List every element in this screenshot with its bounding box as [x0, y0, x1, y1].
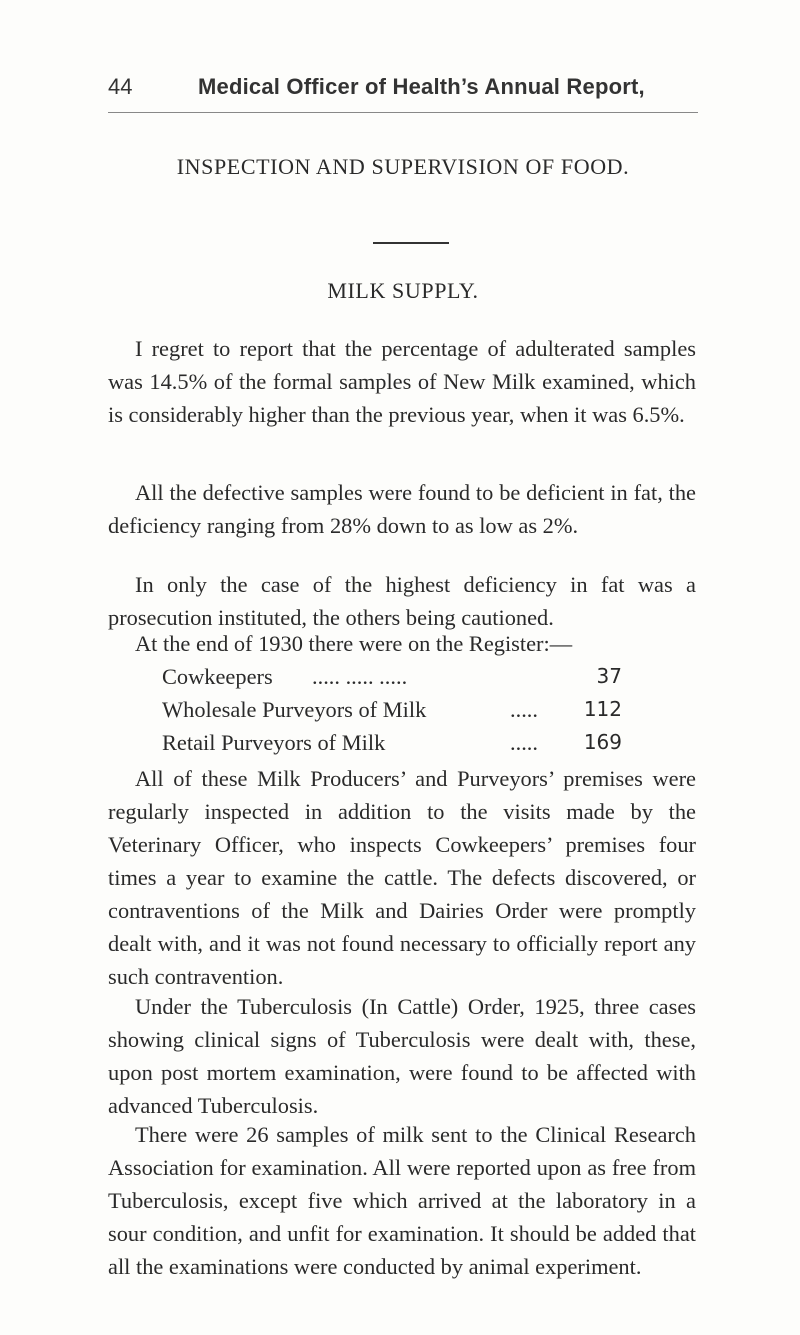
- page-number: 44: [108, 74, 133, 99]
- paragraph-tuberculosis-order: Under the Tuberculosis (In Cattle) Order, 1925, three cases showing clinical signs of Tuberculosis were dealt with, these, upon post mortem examination, were found to be affected with advanced Tuberculosis.: [108, 994, 696, 1118]
- register-list: [162, 660, 622, 759]
- paragraph-prosecution: In only the case of the highest deficiency in fat was a prosecution instituted, the others being cautioned.: [108, 572, 696, 630]
- header-rule: [108, 112, 698, 113]
- register-leader-dots: ..... ..... .....: [312, 664, 408, 689]
- section-divider: [373, 242, 449, 244]
- register-leader-dots: .....: [510, 730, 538, 755]
- register-value: 37: [596, 664, 622, 688]
- paragraph-adulterated-samples: I regret to report that the percentage of adulterated samples was 14.5% of the formal samples of New Milk examined, which is considerably higher than the previous year, when it was 6.5%.: [108, 336, 696, 427]
- register-label: Wholesale Purveyors of Milk: [162, 697, 427, 722]
- register-row-cowkeepers: [162, 660, 622, 693]
- subsection-title: MILK SUPPLY.: [327, 278, 479, 303]
- section-title: INSPECTION AND SUPERVISION OF FOOD.: [176, 154, 630, 179]
- register-value: 112: [583, 697, 622, 721]
- register-value: 169: [583, 730, 622, 754]
- running-header: [108, 74, 698, 104]
- paragraph-clinical-research: There were 26 samples of milk sent to the Clinical Research Association for examination. All were reported upon as free from Tuberculosis, except five which arrived at the laboratory in a sour condition, and unfit for examination. It should be added that all the examinations were conducted by animal experiment.: [108, 1122, 696, 1279]
- register-label: Retail Purveyors of Milk: [162, 730, 386, 755]
- register-leader-dots: .....: [510, 697, 538, 722]
- register-label: Cowkeepers: [162, 664, 273, 689]
- register-row-retail: [162, 726, 622, 759]
- paragraph-inspections: All of these Milk Producers’ and Purveyors’ premises were regularly inspected in addition to the visits made by the Veterinary Officer, who inspects Cowkeepers’ premises four times a year to examine the cattle. The defects discovered, or contraventions of the Milk and Dairies Order were promptly dealt with, and it was not found necessary to officially report any such contravention.: [108, 766, 696, 989]
- running-title: Medical Officer of Health’s Annual Report,: [198, 74, 645, 99]
- paragraph-fat-deficiency: All the defective samples were found to be deficient in fat, the deficiency ranging from 28% down to as low as 2%.: [108, 480, 696, 538]
- register-row-wholesale: [162, 693, 622, 726]
- paragraph-register-intro: At the end of 1930 there were on the Register:—: [135, 631, 573, 656]
